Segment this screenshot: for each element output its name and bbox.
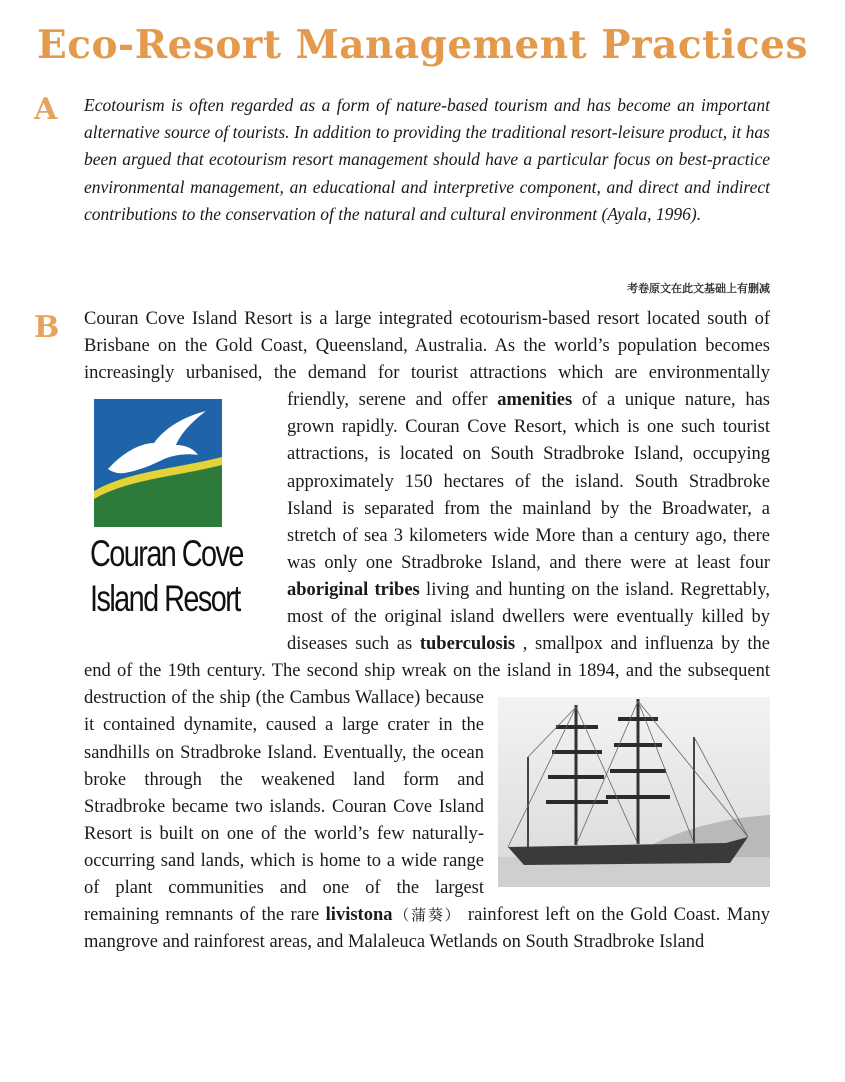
keyword-livistona: livistona <box>325 905 393 926</box>
logo-wordmark <box>90 531 243 621</box>
section-letter-a: A <box>34 92 58 127</box>
bird-logo-icon <box>94 399 222 527</box>
page-title: Eco-Resort Management Practices <box>37 22 808 68</box>
keyword-amenities: amenities <box>497 390 573 411</box>
section-b-paragraph <box>84 306 770 956</box>
logo-line-2: Island Resort <box>90 578 240 620</box>
section-letter-b: B <box>34 310 60 345</box>
keyword-aboriginal-tribes: aboriginal tribes <box>287 579 420 600</box>
editor-note: 考卷原文在此文基础上有删减 <box>627 282 770 295</box>
section-b-text-1: Couran Cove Island Resort is a large integrated ecotourism-based resort located south of Brisbane on the Gold Coast, Queensland, Australia. As the world’s population becomes increasingly urbanised, the demand for tourist attractions which are environmentally friendly, serene and offer <box>84 309 770 411</box>
section-b-text-5: rainforest left on the Gold Coast. Many mangrove and rainforest areas, and Malaleuca Wetlands on South Stradbroke Island <box>84 905 770 953</box>
sailing-ship-photo <box>498 697 770 887</box>
logo-line-1: Couran Cove <box>90 533 243 575</box>
section-b-text-4: , smallpox and influenza by the end of the 19th century. The second ship wreak on the island in 1894, and the <box>84 634 771 682</box>
section-b-text-3: living and hunting on the island. Regrettably, most of the original island dwellers were eventually killed by diseases such as <box>287 579 770 655</box>
chinese-gloss: （蒲葵） <box>392 906 462 925</box>
section-b-text-4-cont: subsequent destruction of the ship (the Cambus Wallace) because it contained dynamite, caused a large crater in the sandhills on Stradbroke Island. Eventually, the ocean broke through the weakened land form and Stradbroke became two islands. Couran Cove Island Resort is built on one of the world’s few naturally-occurring sand lands, which is home to a wide range of plant communities and one of the largest remaining remnants of the rare <box>84 661 770 926</box>
section-a-paragraph: Ecotourism is often regarded as a form of nature-based tourism and has become an important alternative source of tourists. In addition to providing the traditional resort-leisure product, it has been argued that ecotourism resort management should have a particular focus on best-practice environmental management, an educational and interpretive component, and direct and indirect contributions to the conservation of the natural and cultural environment (Ayala, 1996). <box>84 95 770 224</box>
keyword-tuberculosis: tuberculosis <box>419 634 516 655</box>
couran-cove-logo <box>90 393 275 638</box>
section-b-text-2: of a unique nature, has grown rapidly. Couran Cove Resort, which is one such tourist attractions, is located on South Stradbroke Island, occupying approximately 150 hectares of the island. South Stradbroke Island is separated from the mainland by the Broadwater, a stretch of sea 3 kilometers wide More than a century ago, there was only one Stradbroke Island, and there were at least four <box>287 390 770 573</box>
